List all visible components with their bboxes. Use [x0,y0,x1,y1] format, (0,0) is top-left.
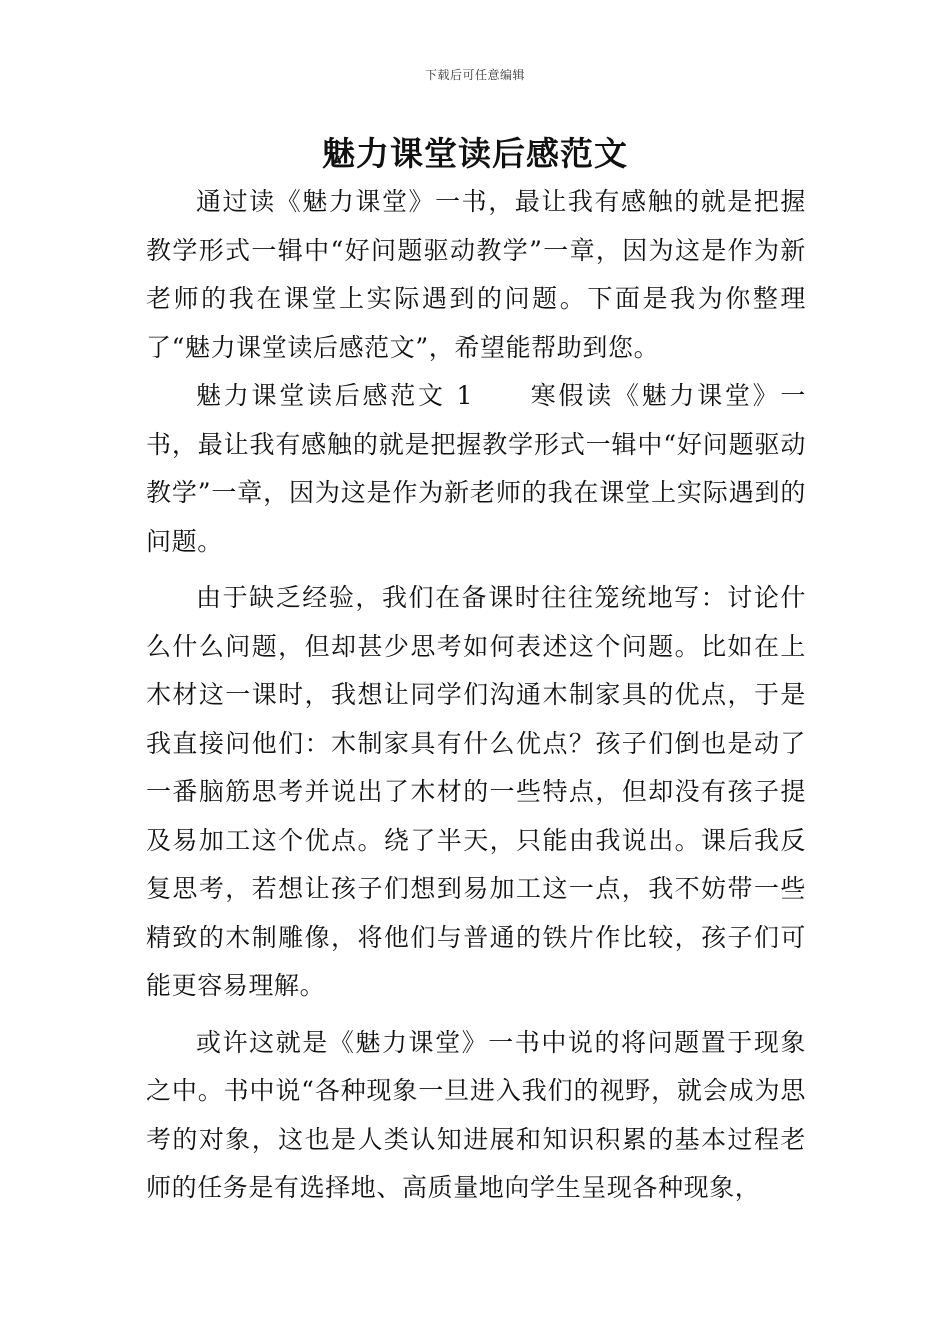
paragraph-intro: 通过读《魅力课堂》一书，最让我有感触的就是把握教学形式一辑中“好问题驱动教学”一章，因为这是作为新老师的我在课堂上实际遇到的问题。下面是我为你整理了“魅力课堂读后感范文”，希望能帮助到您。 [146,187,806,362]
paragraph-wood-lesson: 由于缺乏经验，我们在备课时往往笼统地写：讨论什么什么问题，但却甚少思考如何表述这个问题。比如在上木材这一课时，我想让同学们沟通木制家具的优点，于是我直接问他们：木制家具有什么优点？孩子们倒也是动了一番脑筋思考并说出了木材的一些特点，但却没有孩子提及易加工这个优点。绕了半天，只能由我说出。课后我反复思考，若想让孩子们想到易加工这一点，我不妨带一些精致的木制雕像，将他们与普通的铁片作比较，孩子们可能更容易理解。 [146,583,806,1000]
page-header-note: 下载后可任意编辑 [424,68,525,82]
document-title: 魅力课堂读后感范文 [322,134,628,173]
paragraph-phenomena: 或许这就是《魅力课堂》一书中说的将问题置于现象之中。书中说“各种现象一旦进入我们的视野，就会成为思考的对象，这也是人类认知进展和知识积累的基本过程老师的任务是有选择地、高质量地向学生呈现各种现象， [146,1027,806,1202]
paragraph-essay-1-opening: 魅力课堂读后感范文 1 寒假读《魅力课堂》一书，最让我有感触的就是把握教学形式一辑中“好问题驱动教学”一章，因为这是作为新老师的我在课堂上实际遇到的问题。 [146,381,806,556]
document-body [146,178,806,1213]
